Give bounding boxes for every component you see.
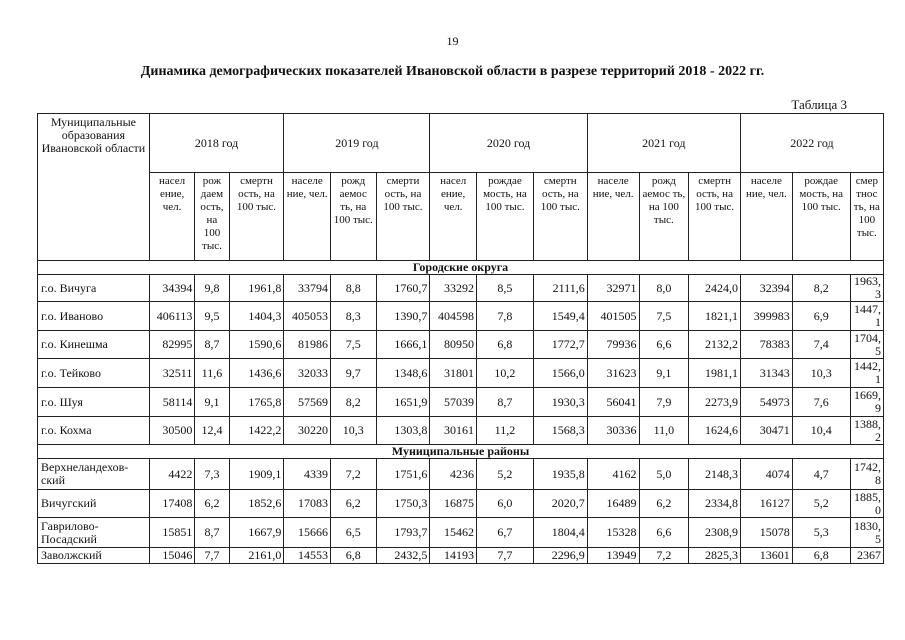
table-cell: 1765,8 [229, 388, 284, 417]
table-cell: 7,2 [639, 548, 689, 564]
table-cell: 11,6 [195, 359, 229, 388]
table-cell: 2424,0 [689, 275, 741, 302]
table-cell: 6,6 [639, 518, 689, 548]
table-cell: 17083 [284, 490, 331, 518]
table-cell: 31343 [740, 359, 792, 388]
table-cell: 10,3 [330, 417, 376, 445]
table-cell: 2296,9 [533, 548, 587, 564]
table-cell: 13601 [740, 548, 792, 564]
table-cell: 2334,8 [689, 490, 741, 518]
table-cell: 1935,8 [533, 459, 587, 490]
table-cell: 6,2 [195, 490, 229, 518]
table-cell: 1830,5 [850, 518, 883, 548]
table-row [38, 388, 884, 417]
table-cell: 5,2 [792, 490, 850, 518]
row-name: Вичугский [38, 490, 150, 518]
table-row [38, 275, 884, 302]
table-cell: 399983 [740, 302, 792, 331]
table-cell: 6,9 [792, 302, 850, 331]
table-cell: 1566,0 [533, 359, 587, 388]
table-cell: 54973 [740, 388, 792, 417]
section-title: Муниципальные районы [38, 445, 884, 459]
table-cell: 15851 [149, 518, 195, 548]
table-cell: 1821,1 [689, 302, 741, 331]
year-header-row [38, 114, 884, 173]
table-cell: 404598 [430, 302, 477, 331]
row-name: Заволжский [38, 548, 150, 564]
table-cell: 4236 [430, 459, 477, 490]
table-cell: 1961,8 [229, 275, 284, 302]
table-cell: 11,2 [476, 417, 533, 445]
row-name: Верхнеландехов-ский [38, 459, 150, 490]
table-cell: 7,2 [330, 459, 376, 490]
table-cell: 1742,8 [850, 459, 883, 490]
table-cell: 7,4 [792, 331, 850, 359]
table-cell: 5,0 [639, 459, 689, 490]
table-cell: 30471 [740, 417, 792, 445]
table-cell: 10,2 [476, 359, 533, 388]
table-cell: 33794 [284, 275, 331, 302]
table-cell: 80950 [430, 331, 477, 359]
table-cell: 15078 [740, 518, 792, 548]
subheader-death-2020: смертн ость, на 100 тыс. [533, 173, 587, 261]
table-cell: 30161 [430, 417, 477, 445]
table-cell: 8,8 [330, 275, 376, 302]
table-cell: 30220 [284, 417, 331, 445]
table-cell: 31801 [430, 359, 477, 388]
table-cell: 6,6 [639, 331, 689, 359]
table-cell: 2367 [850, 548, 883, 564]
table-cell: 7,5 [330, 331, 376, 359]
table-row [38, 302, 884, 331]
table-cell: 9,1 [195, 388, 229, 417]
table-cell: 1568,3 [533, 417, 587, 445]
table-cell: 8,3 [330, 302, 376, 331]
table-cell: 56041 [587, 388, 639, 417]
table-cell: 1667,9 [229, 518, 284, 548]
table-cell: 1422,2 [229, 417, 284, 445]
table-cell: 1666,1 [376, 331, 430, 359]
subheader-population-2020: насел ение, чел. [430, 173, 477, 261]
table-cell: 1303,8 [376, 417, 430, 445]
table-cell: 1804,4 [533, 518, 587, 548]
year-header-2018: 2018 год [149, 114, 284, 173]
table-cell: 8,5 [476, 275, 533, 302]
table-cell: 1404,3 [229, 302, 284, 331]
table-cell: 1390,7 [376, 302, 430, 331]
table-cell: 14193 [430, 548, 477, 564]
table-cell: 7,3 [195, 459, 229, 490]
subheader-birth-2021: рожд аемос ть, на 100 тыс. [639, 173, 689, 261]
table-cell: 1590,6 [229, 331, 284, 359]
table-cell: 9,8 [195, 275, 229, 302]
table-cell: 2432,5 [376, 548, 430, 564]
table-cell: 1909,1 [229, 459, 284, 490]
table-cell: 30336 [587, 417, 639, 445]
table-cell: 10,4 [792, 417, 850, 445]
year-header-2021: 2021 год [587, 114, 740, 173]
table-cell: 58114 [149, 388, 195, 417]
table-cell: 1772,7 [533, 331, 587, 359]
table-cell: 6,7 [476, 518, 533, 548]
table-cell: 2161,0 [229, 548, 284, 564]
table-cell: 6,2 [639, 490, 689, 518]
row-name: Гаврилово-Посадский [38, 518, 150, 548]
table-cell: 9,7 [330, 359, 376, 388]
subheader-birth-2018: рож даем ость, на 100 тыс. [195, 173, 229, 261]
table-cell: 1388,2 [850, 417, 883, 445]
table-cell: 8,2 [330, 388, 376, 417]
table-cell: 11,0 [639, 417, 689, 445]
table-cell: 5,2 [476, 459, 533, 490]
row-name: г.о. Иваново [38, 302, 150, 331]
table-cell: 1442,1 [850, 359, 883, 388]
table-cell: 17408 [149, 490, 195, 518]
year-header-2022: 2022 год [740, 114, 883, 173]
table-cell: 12,4 [195, 417, 229, 445]
table-cell: 1436,6 [229, 359, 284, 388]
table-cell: 1930,3 [533, 388, 587, 417]
table-row [38, 417, 884, 445]
table-cell: 1793,7 [376, 518, 430, 548]
table-cell: 5,3 [792, 518, 850, 548]
corner-header: Муниципальные образования Ивановской области [38, 114, 150, 261]
table-cell: 4162 [587, 459, 639, 490]
table-cell: 15666 [284, 518, 331, 548]
table-cell: 1760,7 [376, 275, 430, 302]
table-cell: 4339 [284, 459, 331, 490]
table-cell: 4074 [740, 459, 792, 490]
table-cell: 7,6 [792, 388, 850, 417]
table-cell: 1750,3 [376, 490, 430, 518]
table-cell: 1704,5 [850, 331, 883, 359]
table-cell: 10,3 [792, 359, 850, 388]
subheader-population-2019: населе ние, чел. [284, 173, 331, 261]
table-cell: 1624,6 [689, 417, 741, 445]
table-cell: 15462 [430, 518, 477, 548]
table-cell: 31623 [587, 359, 639, 388]
row-name: г.о. Вичуга [38, 275, 150, 302]
table-cell: 8,2 [792, 275, 850, 302]
table-cell: 2273,9 [689, 388, 741, 417]
table-cell: 2148,3 [689, 459, 741, 490]
table-cell: 8,7 [476, 388, 533, 417]
table-cell: 6,2 [330, 490, 376, 518]
table-cell: 7,8 [476, 302, 533, 331]
table-cell: 401505 [587, 302, 639, 331]
table-cell: 32394 [740, 275, 792, 302]
subheader-death-2022: смер тнос ть, на 100 тыс. [850, 173, 883, 261]
table-cell: 15046 [149, 548, 195, 564]
subheader-birth-2019: рожд аемос ть, на 100 тыс. [330, 173, 376, 261]
table-cell: 1963,3 [850, 275, 883, 302]
subheader-population-2022: населе ние, чел. [740, 173, 792, 261]
table-cell: 57569 [284, 388, 331, 417]
subheader-population-2018: насел ение, чел. [149, 173, 195, 261]
table-cell: 78383 [740, 331, 792, 359]
section-title: Городские округа [38, 261, 884, 275]
table-cell: 16875 [430, 490, 477, 518]
table-row [38, 490, 884, 518]
table-cell: 1751,6 [376, 459, 430, 490]
table-cell: 8,7 [195, 518, 229, 548]
year-header-2020: 2020 год [430, 114, 587, 173]
subheader-death-2019: смерти ость, на 100 тыс. [376, 173, 430, 261]
table-cell: 1447,1 [850, 302, 883, 331]
table-cell: 8,7 [195, 331, 229, 359]
table-row [38, 548, 884, 564]
table-cell: 32971 [587, 275, 639, 302]
table-cell: 32511 [149, 359, 195, 388]
table-cell: 406113 [149, 302, 195, 331]
table-cell: 82995 [149, 331, 195, 359]
section-row [38, 261, 884, 275]
table-cell: 32033 [284, 359, 331, 388]
demographics-table [37, 113, 884, 564]
subheader-death-2018: смертн ость, на 100 тыс. [229, 173, 284, 261]
table-cell: 1852,6 [229, 490, 284, 518]
table-cell: 34394 [149, 275, 195, 302]
table-cell: 1348,6 [376, 359, 430, 388]
table-cell: 15328 [587, 518, 639, 548]
row-name: г.о. Тейково [38, 359, 150, 388]
table-row [38, 518, 884, 548]
row-name: г.о. Кохма [38, 417, 150, 445]
table-cell: 33292 [430, 275, 477, 302]
table-cell: 14553 [284, 548, 331, 564]
table-row [38, 459, 884, 490]
document-title: Динамика демографических показателей Ивановской области в разрезе территорий 2018 - 2022 гг. [140, 64, 765, 79]
table-cell: 1669,9 [850, 388, 883, 417]
table-cell: 79936 [587, 331, 639, 359]
table-cell: 1885,0 [850, 490, 883, 518]
table-cell: 6,8 [792, 548, 850, 564]
table-cell: 13949 [587, 548, 639, 564]
table-cell: 9,5 [195, 302, 229, 331]
table-cell: 6,8 [330, 548, 376, 564]
table-cell: 6,5 [330, 518, 376, 548]
table-cell: 6,8 [476, 331, 533, 359]
table-cell: 1651,9 [376, 388, 430, 417]
row-name: г.о. Кинешма [38, 331, 150, 359]
table-cell: 30500 [149, 417, 195, 445]
subheader-population-2021: населе ние, чел. [587, 173, 639, 261]
table-cell: 9,1 [639, 359, 689, 388]
table-cell: 7,7 [195, 548, 229, 564]
section-row [38, 445, 884, 459]
page-number: 19 [446, 34, 459, 48]
table-cell: 7,9 [639, 388, 689, 417]
subheader-death-2021: смертн ость, на 100 тыс. [689, 173, 741, 261]
table-cell: 1549,4 [533, 302, 587, 331]
year-header-2019: 2019 год [284, 114, 430, 173]
subheader-birth-2020: рождае мость, на 100 тыс. [476, 173, 533, 261]
table-cell: 7,5 [639, 302, 689, 331]
table-cell: 2111,6 [533, 275, 587, 302]
row-name: г.о. Шуя [38, 388, 150, 417]
table-cell: 4422 [149, 459, 195, 490]
table-cell: 16127 [740, 490, 792, 518]
subheader-row [38, 173, 884, 261]
table-cell: 16489 [587, 490, 639, 518]
table-cell: 57039 [430, 388, 477, 417]
table-cell: 7,7 [476, 548, 533, 564]
table-cell: 2825,3 [689, 548, 741, 564]
subheader-birth-2022: рождае мость, на 100 тыс. [792, 173, 850, 261]
table-cell: 4,7 [792, 459, 850, 490]
table-cell: 2020,7 [533, 490, 587, 518]
table-label: Таблица 3 [791, 97, 847, 112]
table-cell: 1981,1 [689, 359, 741, 388]
table-cell: 2308,9 [689, 518, 741, 548]
table-cell: 8,0 [639, 275, 689, 302]
table-cell: 2132,2 [689, 331, 741, 359]
table-row [38, 331, 884, 359]
table-cell: 81986 [284, 331, 331, 359]
table-cell: 405053 [284, 302, 331, 331]
table-cell: 6,0 [476, 490, 533, 518]
table-row [38, 359, 884, 388]
